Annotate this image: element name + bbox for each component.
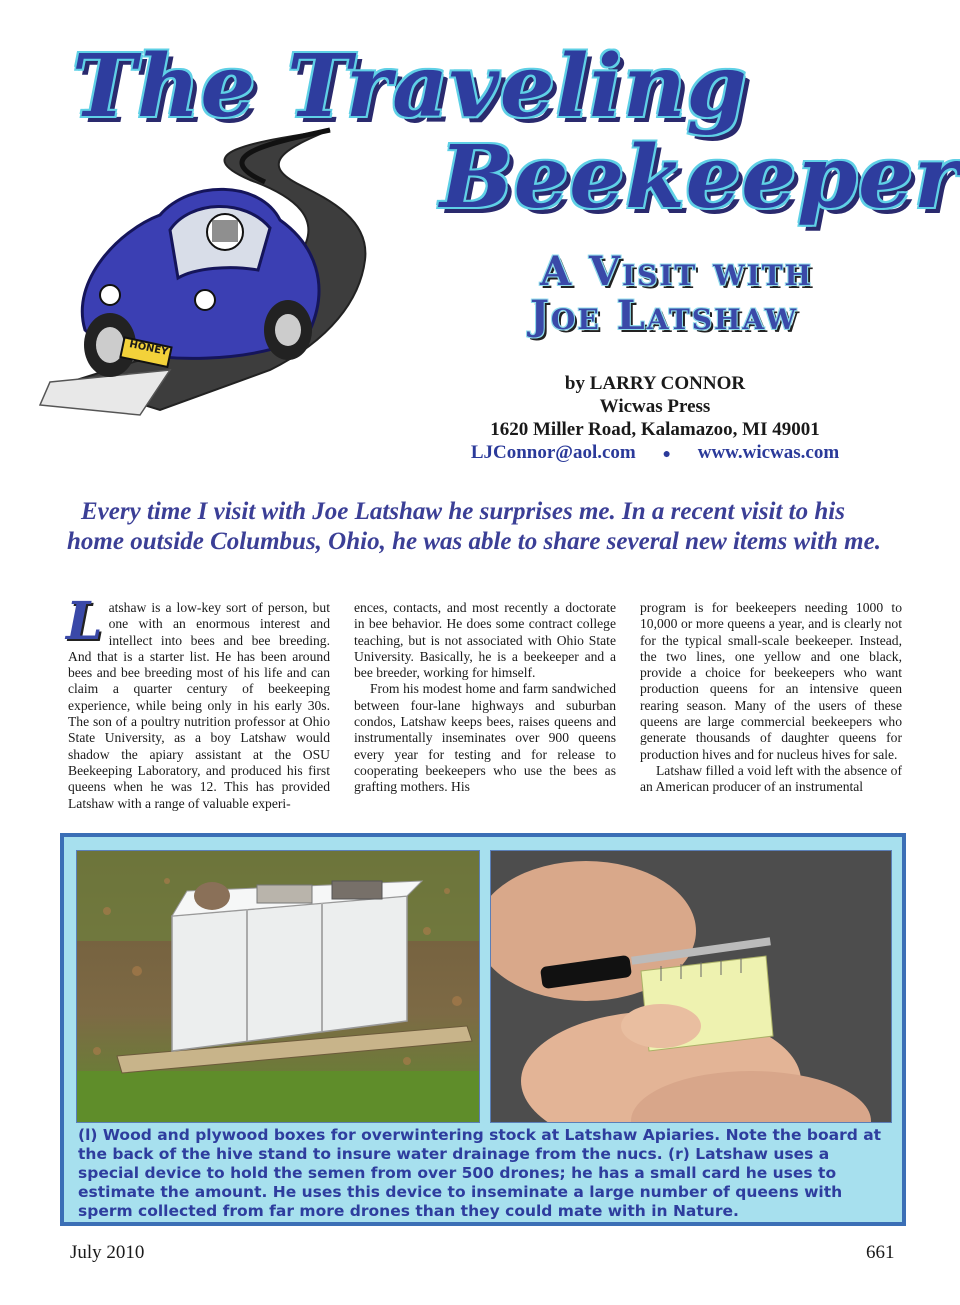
col1-paragraph-1: atshaw is a low-key sort of person, but one with an enormous interest and intellect into bees and bee breeding. And that is a starter list. He has been around bees and bee breeding most of his life and can claim a quarter century of beekeeping experience, while being only in his early 30s. The son of a poultry nutrition professor at Ohio State University, as a boy Latshaw would shadow the apiary assistant at the OSU Beekeeping Laboratory, and produced his first queens when he was 12. This has provided Latshaw with a range of valuable experi- bbox=[68, 600, 330, 811]
author-name: by LARRY CONNOR bbox=[564, 373, 746, 394]
issue-date: July 2010 bbox=[70, 1242, 145, 1263]
contact-line bbox=[440, 441, 870, 466]
photo-panel bbox=[60, 833, 906, 1226]
car-illustration bbox=[30, 120, 410, 420]
hive-boxes-photo bbox=[76, 850, 480, 1123]
bullet-separator: ● bbox=[662, 447, 671, 462]
byline-block bbox=[440, 372, 870, 466]
article-column-2 bbox=[354, 600, 616, 796]
lede-paragraph: Every time I visit with Joe Latshaw he surprises me. In a recent visit to his home outside Columbus, Ohio, he was able to share several new items with me. bbox=[67, 498, 881, 555]
license-plate-text: HONEY bbox=[128, 339, 170, 358]
insemination-device-photo bbox=[490, 850, 892, 1123]
title-line-2: Beekeeper bbox=[440, 127, 960, 228]
page-number: 661 bbox=[866, 1242, 895, 1263]
website-link[interactable]: www.wicwas.com bbox=[697, 442, 840, 463]
photo-caption: (l) Wood and plywood boxes for overwintering stock at Latshaw Apiaries. Note the board at the back of the hive stand to insure water drainage from the nucs. (r) Latshaw uses a special device to hold the semen from over 500 drones; he has a small card he uses to estimate the amount. He uses this device to inseminate a large number of queens with sperm collected from far more drones than they could mate with in Nature. bbox=[78, 1126, 882, 1220]
subtitle-line-2: Joe Latshaw bbox=[530, 292, 799, 339]
subtitle-line-1: A Visit with bbox=[540, 248, 814, 295]
email-link[interactable]: LJConnor@aol.com bbox=[470, 442, 636, 463]
publisher-name: Wicwas Press bbox=[599, 396, 711, 417]
col3-paragraph-1: program is for beekeepers needing 1000 to 10,000 or more queens a year, and is clearly not for the typical small-scale beekeeper. Instead, the two lines, one yellow and one black, provide a choice for beekeepers who want production queens for an intensive queen rearing season. Many of the users of these queens are large commercial beekeepers who generate thousands of daughter queens for production hives and for nucleus hives for sale. bbox=[640, 600, 902, 762]
article-column-1 bbox=[66, 591, 330, 812]
publisher-address: 1620 Miller Road, Kalamazoo, MI 49001 bbox=[490, 419, 820, 440]
article-column-3 bbox=[640, 600, 902, 796]
drop-cap: L bbox=[66, 591, 103, 652]
col2-paragraph-2: From his modest home and farm sandwiched between four-lane highways and suburban condos, Latshaw keeps bees, raises queens and instrumentally inseminates over 900 queens every year for testing and for release to cooperating beekeepers who use the bees as grafting mothers. His bbox=[354, 681, 616, 795]
title-line-1: The Traveling bbox=[72, 36, 748, 137]
col3-paragraph-2: Latshaw filled a void left with the absence of an American producer of an instrumental bbox=[640, 762, 902, 795]
col2-paragraph-1: ences, contacts, and most recently a doctorate in bee behavior. He does some contract college teaching, but is not associated with Ohio State University. Basically, he is a beekeeper and a bee breeder, working for himself. bbox=[354, 600, 616, 681]
